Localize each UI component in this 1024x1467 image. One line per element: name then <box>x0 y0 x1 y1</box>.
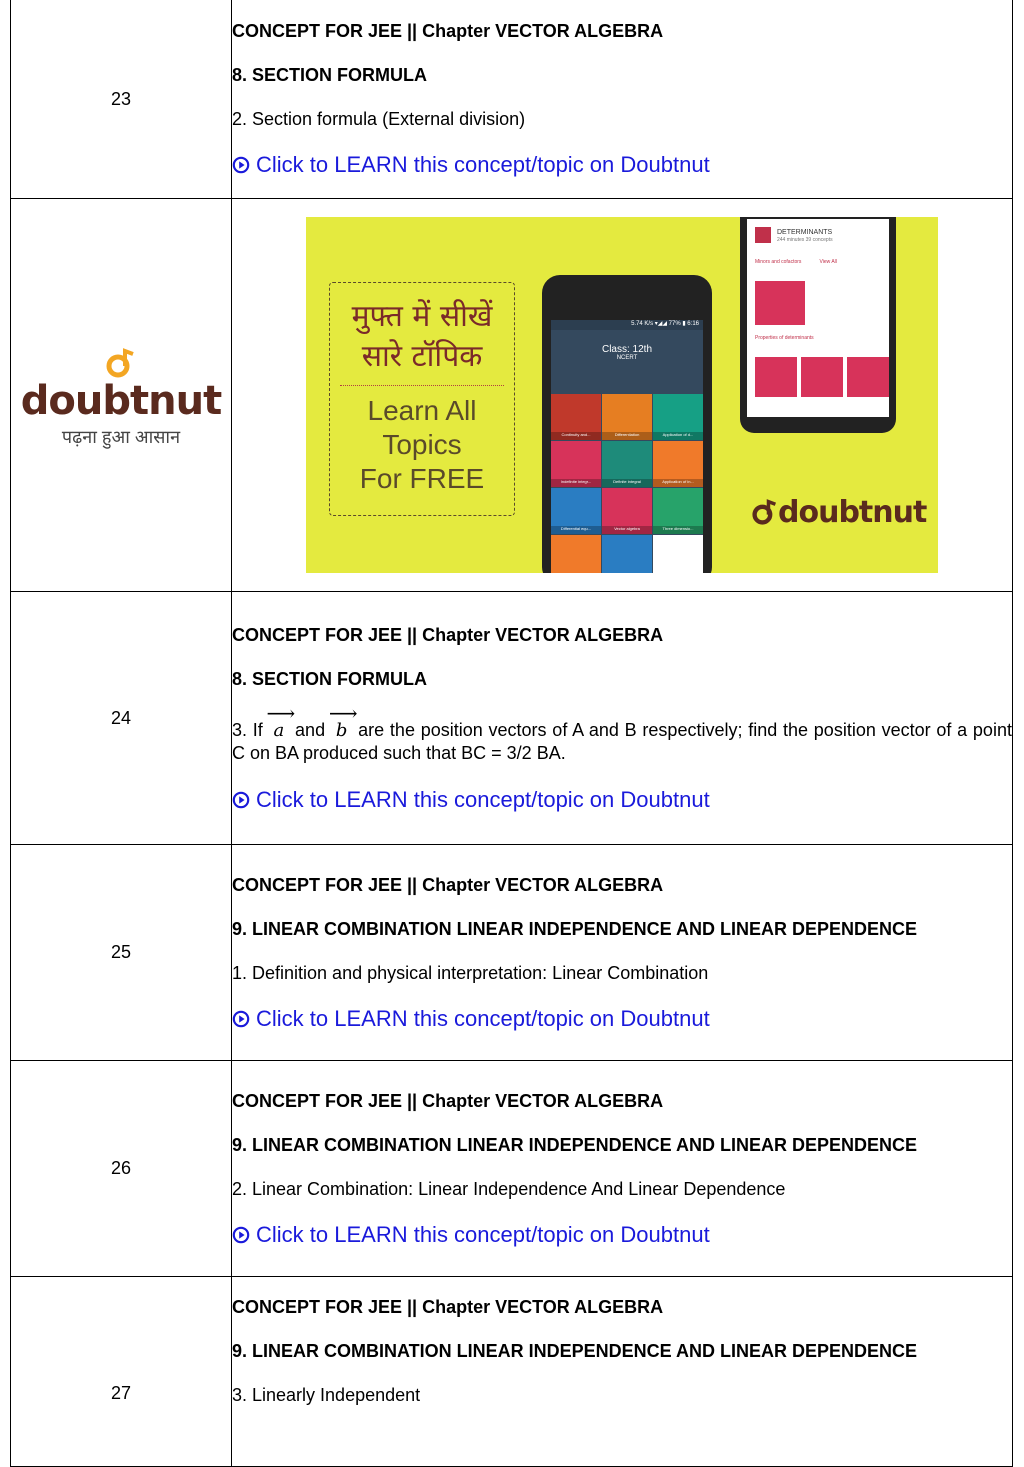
view-all-link: View All <box>819 259 837 265</box>
question-cell <box>232 1277 1013 1467</box>
question-number: 23 <box>11 0 232 199</box>
promo-brand-logo <box>752 495 926 530</box>
learn-link[interactable] <box>232 1223 1012 1247</box>
play-circle-icon <box>232 156 250 174</box>
section-title: 9. LINEAR COMBINATION LINEAR INDEPENDENCE AND LINEAR DEPENDENCE <box>232 1341 918 1361</box>
tile-label: Differential equ... <box>551 526 601 534</box>
section-title: 9. LINEAR COMBINATION LINEAR INDEPENDENCE AND LINEAR DEPENDENCE <box>232 918 918 939</box>
tile-label: Differentiation <box>602 432 652 440</box>
logo-wordmark <box>11 341 231 424</box>
table-row <box>11 592 1013 845</box>
chapter-title: CONCEPT FOR JEE || Chapter VECTOR ALGEBRA <box>232 21 664 41</box>
table-row <box>11 1061 1013 1277</box>
det-section-2-label: Properties of determinants <box>755 335 814 341</box>
topic-tile <box>602 535 652 573</box>
determinants-icon <box>755 227 771 243</box>
doubtnut-logo <box>11 341 231 449</box>
promo-hindi-line: सारे टॉपिक <box>361 339 483 374</box>
question-suffix: are the position vectors of A and B respectively; find the position vector of a point C on BA produced such that BC = 3/2 BA. <box>232 719 1012 763</box>
promo-divider <box>340 385 504 386</box>
learn-link-label[interactable]: Click to LEARN this concept/topic on Doubtnut <box>256 786 710 812</box>
det-subtitle: 244 minutes 39 concepts <box>777 237 833 243</box>
topic-tile <box>602 394 652 440</box>
question-table <box>10 0 1013 1467</box>
topic-tile <box>653 394 703 440</box>
ad-cell <box>232 199 1013 592</box>
promo-text-box <box>329 282 515 516</box>
question-text <box>232 700 1012 764</box>
det-section-1-label: Minors and cofactors <box>755 259 802 265</box>
topic-tile <box>653 535 703 573</box>
question-cell <box>232 1061 1013 1277</box>
learn-link[interactable] <box>232 788 1012 812</box>
table-row <box>11 1277 1013 1467</box>
tile-label: Application of in... <box>653 479 703 487</box>
table-row <box>11 845 1013 1061</box>
vector-arrow-icon: ⟶ <box>266 700 296 725</box>
chapter-title: CONCEPT FOR JEE || Chapter VECTOR ALGEBRA <box>232 624 664 645</box>
promo-hindi-text <box>330 297 514 377</box>
tile-label: Definite integral <box>602 479 652 487</box>
det-card <box>801 357 843 397</box>
play-circle-icon <box>232 1010 250 1028</box>
doubtnut-note-icon <box>106 348 136 378</box>
question-cell <box>232 0 1013 199</box>
question-number: 25 <box>11 845 232 1061</box>
phone-screen <box>551 320 703 573</box>
chapter-title: CONCEPT FOR JEE || Chapter VECTOR ALGEBRA <box>232 1297 664 1317</box>
question-text: 2. Section formula (External division) <box>232 109 526 129</box>
learn-link-label[interactable]: Click to LEARN this concept/topic on Doubtnut <box>256 1005 710 1031</box>
topic-tile <box>551 394 601 440</box>
topic-tile <box>551 441 601 487</box>
vector-b-symbol: b <box>335 719 348 741</box>
logo-tagline: पढ़ना हुआ आसान <box>61 427 181 447</box>
learn-link[interactable] <box>232 1007 1012 1031</box>
tile-label: Application of d... <box>653 432 703 440</box>
topic-tile <box>653 488 703 534</box>
promo-english-line: For FREE <box>359 463 485 494</box>
vector-b <box>328 700 358 742</box>
learn-link-label[interactable]: Click to LEARN this concept/topic on Doubtnut <box>256 152 710 177</box>
vector-a <box>266 700 296 742</box>
question-number: 27 <box>11 1277 232 1467</box>
question-text: 3. Linearly Independent <box>232 1385 421 1405</box>
topic-tile <box>653 441 703 487</box>
phone-status-bar: 5.74 K/s ▾◢◢ 77% ▮ 6:16 <box>551 320 703 330</box>
topic-tile <box>551 488 601 534</box>
topic-tile <box>602 441 652 487</box>
det-card <box>755 281 805 325</box>
section-title: 8. SECTION FORMULA <box>232 65 428 85</box>
question-cell <box>232 592 1013 845</box>
det-card <box>755 357 797 397</box>
learn-link[interactable] <box>232 153 1012 177</box>
play-circle-icon <box>232 1226 250 1244</box>
promo-hindi-line: मुफ्त में सीखें <box>351 299 493 334</box>
play-circle-icon <box>232 791 250 809</box>
topic-tile <box>551 535 601 573</box>
question-number: 26 <box>11 1061 232 1277</box>
board-label: NCERT <box>616 355 638 361</box>
logo-cell <box>11 199 232 592</box>
ad-row <box>11 199 1013 592</box>
class-label: Class: 12th <box>601 344 653 355</box>
promo-english-line: Learn All <box>367 395 477 426</box>
topic-tile <box>602 488 652 534</box>
doubtnut-note-icon <box>752 499 778 525</box>
question-text: 1. Definition and physical interpretation: Linear Combination <box>232 962 709 983</box>
det-card <box>847 357 889 397</box>
tile-label: Continuity and... <box>551 432 601 440</box>
table-row <box>11 0 1013 199</box>
logo-brand-text: doubtnut <box>20 378 222 424</box>
question-cell <box>232 845 1013 1061</box>
phone-screen-determinants <box>747 219 889 417</box>
section-title: 9. LINEAR COMBINATION LINEAR INDEPENDENCE AND LINEAR DEPENDENCE <box>232 1134 918 1155</box>
tile-label: Three dimensio... <box>653 526 703 534</box>
question-text: 2. Linear Combination: Linear Independence And Linear Dependence <box>232 1178 786 1199</box>
chapter-title: CONCEPT FOR JEE || Chapter VECTOR ALGEBRA <box>232 874 664 895</box>
promo-english-line: Topics <box>382 429 462 460</box>
question-prefix: 3. If <box>232 719 263 740</box>
question-mid: and <box>295 719 326 740</box>
det-title: DETERMINANTS <box>777 229 833 236</box>
promo-brand-text: doubtnut <box>778 495 927 530</box>
det-section-2 <box>755 335 814 341</box>
tile-label: Indefinite integr... <box>551 479 601 487</box>
phone-class-header <box>551 330 703 384</box>
phone-mockup-back <box>740 217 896 433</box>
question-number: 24 <box>11 592 232 845</box>
vector-a-symbol: a <box>273 719 285 741</box>
section-title: 8. SECTION FORMULA <box>232 668 428 689</box>
vector-arrow-icon: ⟶ <box>328 700 358 725</box>
learn-link-label[interactable]: Click to LEARN this concept/topic on Doubtnut <box>256 1221 710 1247</box>
tile-label: Vector algebra <box>602 526 652 534</box>
promo-english-text <box>330 394 514 496</box>
promo-banner[interactable] <box>306 217 938 573</box>
chapter-title: CONCEPT FOR JEE || Chapter VECTOR ALGEBRA <box>232 1090 664 1111</box>
phone-mockup-front <box>542 275 712 573</box>
det-section-1 <box>755 259 837 265</box>
